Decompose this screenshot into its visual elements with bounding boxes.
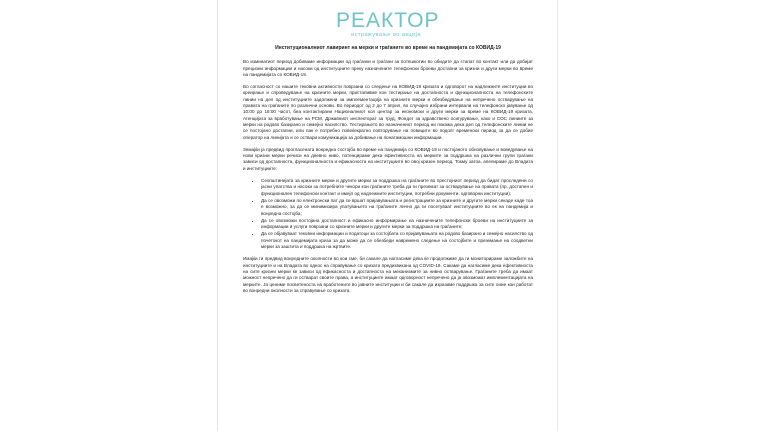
document-body (243, 45, 533, 300)
appeal-item: • Да се овозможи постојана достапност и ефикасно информирање на назначените телефонски броеви на институциите за информации и услуги поврзани со кризните мерки и другите мерки за поддршка на граѓаните; (261, 218, 533, 231)
document-title: Институционалниот лавиринт на мерки и граѓаните во време на пандемијата со КОВИД-19 (275, 45, 501, 51)
appeal-item: • Да се овозможи по електронски пат да се вршат пријавувањата и регистрациите за кризните и другите мерки секаде каде тоа е возможно, за да се минимизира упатувањето на граѓаните лично да ги посетуваат институциите во ек на пандемија и вонредна состојба; (261, 198, 533, 217)
appeal-item: • Сеопштинејата за кризните мерки и другите мерки за поддршка на граѓаните во престојниот период да бидат проследени со јасни упатства и насоки за потребните чекори кои граѓаните треба да ги преземат за остварување на правата (пр. достапен и функционален телефонски контакт и имејл од надлежните институции, потребни документи, одговорни институции); (261, 178, 533, 197)
paragraph-2: Во согласност со нашите тековни активности поврзани со следење на КОВИД-19 кризата и одговорот на надлежните институции во креирање и спроведување на кризните мерки, пристапивме кон тестирање на достапноста и функционалноста на телефонските линии на дел од институциите задолжени за имплементација на кризните мерки и обезбедување на непречено остварување на правата на граѓаните по различни основи. Во периодот од 2 до 7 април, во случајно избрани интервали на телефонско јавување од 10:00 до 18:00 часот, беа контактирани Националниот кол центар за економски и други мерки за време на КОВИД-19 кризата, Агенцијата за вработување на РСМ, Државниот инспекторат за труд, Фондот за здравствено осигурување, како и СОС линиите за мерки на родово базирано и семејно насилство. Тестирањето во назначениот период ни покажа дека дел од телефонските линии не се постојано достапни, или пак е потребно повеќекратно повторување на повиците во подолг временски период за да се добие оператор на линијата и се оствари комуникација за добивање на понатамошни информации. (243, 84, 533, 140)
page-right-edge (557, 0, 558, 431)
paragraph-1: Во изминатиот период добиваме информации од граѓанки и граѓани за потешкотии во обидите да стапат во контакт или да добијат прецизни информации и насоки од институциите преку назначените телефонски броеви достапни за кризни и други мерки во време на пандемијата со КОВИД-19. (243, 59, 533, 77)
paragraph-4: Имајќи ги предвид вонредните околности во кои сме, би сакале да нагласиме дека ќе продолжиме да ги мониторираме заложбите на институциите и на Владата во однос на справување со кризата предизвикана од COVID-19. Сакаме да нагласиме дека ефективноста на сите кризни мерки ќе зависи од ефикасноста и достапноста на механизмите за нивно остварување. Граѓаните треба да имаат можност непречено да ги остварат своите права, а институциите имаат одговорност непречено да ја овозможат имплементацијата на мерките. Ја цениме посветеноста на вработените во јавните институции и би сакале да изразиме поддршка за сите оние кои работат во вонредни околности за справување со кризата. (243, 256, 533, 293)
logo-tagline: истражување во акција (351, 32, 421, 38)
page-left-edge (217, 0, 218, 431)
logo-wordmark: РЕАКТОР (336, 9, 440, 32)
reactor-logo (336, 9, 440, 39)
paragraph-3: Земајќи ја предвид прогласената вонредна состојба во време на пандемија со КОВИД-19 и постојаното обновување и воведување на нови кризни мерки речиси на дневно ниво, потенцираме дека ефективноста на мерките за поддршка на различни групи граѓани зависи од достапноста, функционалноста и ефикасноста на институциите во овој кризен период. Токму затоа, апелираме до Владата и институциите: (243, 146, 533, 171)
appeal-item: • Да се објавуваат тековни информации и податоци за состојбата со пријавувањата на родово базирано и семејно насилство од почетокот на пандемијата криза за да може да се обезбеди навремено следење на состојбите и преземање на соодветни мерки за заштита и поддршка на жртвите. (261, 231, 533, 250)
appeal-list (243, 178, 533, 250)
